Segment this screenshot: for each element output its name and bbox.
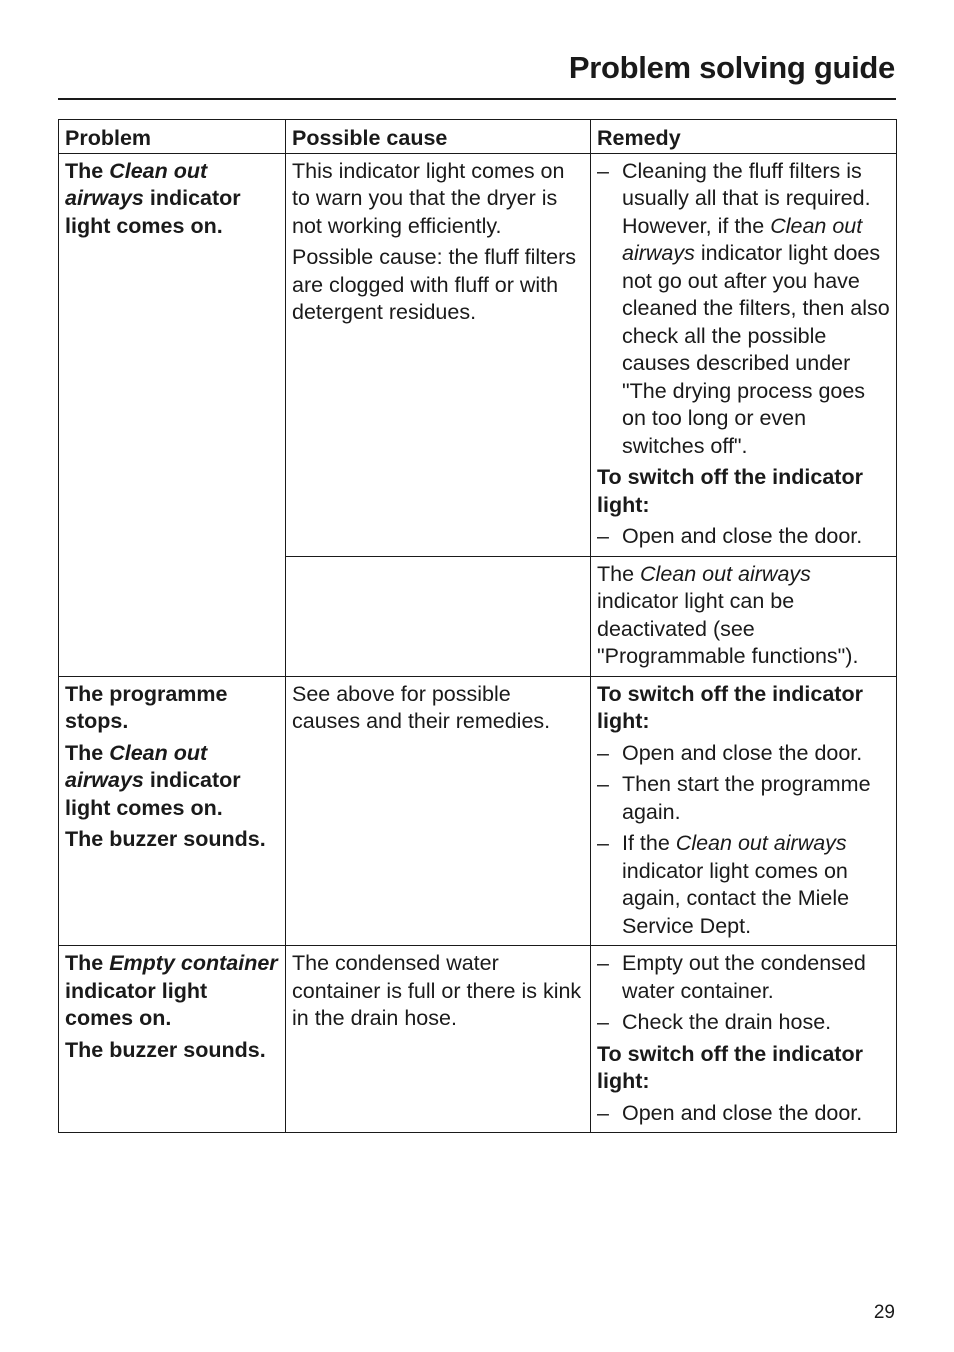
table-row xyxy=(59,676,897,946)
remedy-step: – Then start the programme again. xyxy=(597,771,890,826)
cause-cell-empty xyxy=(286,556,591,676)
remedy-note xyxy=(597,561,890,671)
cause-paragraph: The condensed water container is full or there is kink in the drain hose. xyxy=(292,951,582,1030)
cause-paragraph: This indicator light comes on to warn you that the dryer is not working efficiently. xyxy=(292,158,565,238)
problem-solving-table xyxy=(58,119,897,1133)
indicator-name: Clean out airways xyxy=(640,561,811,586)
text-fragment: indicator light can be deactivated (see "Programmable functions"). xyxy=(597,589,859,668)
indicator-name: Empty container xyxy=(109,951,278,975)
page-title: Problem solving guide xyxy=(568,50,895,85)
remedy-step: – Empty out the condensed water container. xyxy=(597,950,890,1005)
text-fragment: indicator light comes on. xyxy=(65,186,241,238)
title-divider xyxy=(58,98,896,100)
header-remedy: Remedy xyxy=(591,120,897,154)
cause-cell xyxy=(286,676,591,946)
indicator-name: Clean out airways xyxy=(675,831,847,855)
problem-text: The buzzer sounds. xyxy=(65,1037,266,1062)
cause-cell xyxy=(286,946,591,1133)
text-fragment: If the xyxy=(622,831,676,855)
remedy-step xyxy=(597,158,890,461)
remedy-cell xyxy=(591,153,897,556)
page-number: 29 xyxy=(873,1302,895,1323)
cause-paragraph: See above for possible causes and their remedies. xyxy=(292,681,551,733)
problem-text: The buzzer sounds. xyxy=(65,827,266,851)
indicator-name: Clean out airways xyxy=(65,158,208,210)
table-header-row xyxy=(59,120,897,154)
problem-text: The programme stops. xyxy=(65,681,228,733)
table-row xyxy=(59,946,897,1133)
problem-text xyxy=(65,158,279,241)
problem-text xyxy=(65,950,279,1033)
header-possible-cause: Possible cause xyxy=(286,120,591,154)
problem-cell xyxy=(59,946,286,1133)
text-fragment: The xyxy=(65,158,110,183)
remedy-heading: To switch off the indicator light: xyxy=(597,1041,863,1093)
remedy-heading: To switch off the indicator light: xyxy=(597,681,863,733)
problem-cell xyxy=(59,153,286,676)
remedy-step: – Check the drain hose. xyxy=(597,1009,890,1037)
remedy-heading: To switch off the indicator light: xyxy=(597,465,863,517)
text-fragment: indicator light comes on. xyxy=(65,768,241,820)
indicator-name: Clean out airways xyxy=(65,740,208,792)
text-fragment: indicator light comes on again, contact the Miele Service Dept. xyxy=(622,858,850,938)
remedy-cell xyxy=(591,676,897,946)
problem-text xyxy=(65,740,279,823)
problem-cell xyxy=(59,676,286,946)
text-fragment: The xyxy=(65,740,110,765)
remedy-step xyxy=(597,830,890,940)
header-problem: Problem xyxy=(59,120,286,154)
remedy-step: – Open and close the door. xyxy=(597,1100,890,1128)
indicator-name: Clean out airways xyxy=(622,213,863,265)
text-fragment: The xyxy=(65,951,110,975)
cause-paragraph: Possible cause: the fluff filters are clogged with fluff or with detergent residues. xyxy=(292,245,577,324)
remedy-cell xyxy=(591,946,897,1133)
table-row xyxy=(59,153,897,556)
text-fragment: indicator light does not go out after you have cleaned the filters, then also check all the possible causes described under "The drying process goes on too long or even switches off". xyxy=(622,241,890,458)
remedy-step: – Open and close the door. xyxy=(597,523,890,551)
text-fragment: The xyxy=(597,561,641,586)
text-fragment: Cleaning the fluff filters is usually all that is required. However, if the xyxy=(622,158,871,238)
cause-cell xyxy=(286,153,591,556)
text-fragment: indicator light comes on. xyxy=(65,978,208,1030)
remedy-step: – Open and close the door. xyxy=(597,740,890,768)
remedy-cell xyxy=(591,556,897,676)
